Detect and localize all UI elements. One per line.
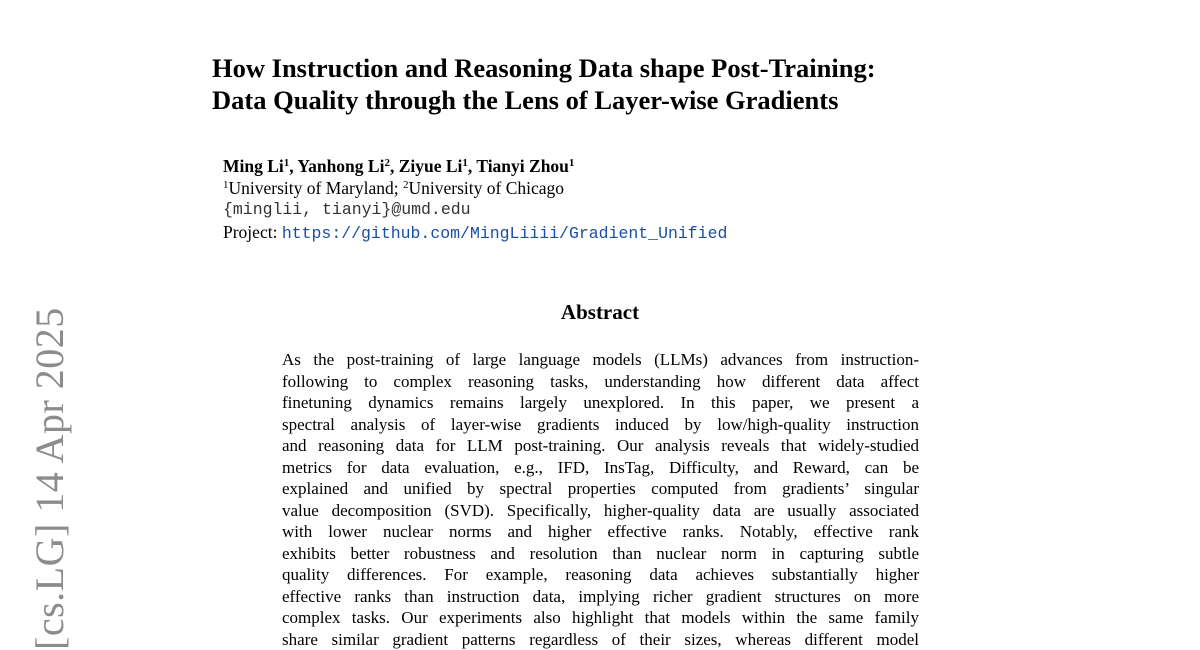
affil-mark: 1 bbox=[223, 179, 229, 191]
abstract-line: effective ranks than instruction data, implying richer gradient structures on more bbox=[282, 586, 919, 608]
abstract-text bbox=[282, 349, 919, 650]
author-emails: {minglii, tianyi}@umd.edu bbox=[223, 199, 1023, 221]
abstract-line: quality differences. For example, reasoning data achieves substantially higher bbox=[282, 564, 919, 586]
author-name: Ming Li bbox=[223, 156, 284, 176]
author-list bbox=[223, 155, 1023, 177]
title-line: Data Quality through the Lens of Layer-wise Gradients bbox=[212, 84, 1012, 116]
abstract-line: and reasoning data for LLM post-training. Our analysis reveals that widely-studied bbox=[282, 435, 919, 457]
affiliation-name: University of Maryland bbox=[229, 178, 394, 198]
abstract-line: spectral analysis of layer-wise gradients induced by low/high-quality instruction bbox=[282, 414, 919, 436]
title-line: How Instruction and Reasoning Data shape Post-Training: bbox=[212, 52, 1012, 84]
author-affil-mark: 1 bbox=[284, 157, 290, 169]
author-name: Tianyi Zhou bbox=[476, 156, 569, 176]
abstract-line: complex tasks. Our experiments also highlight that models within the same family bbox=[282, 607, 919, 629]
author-affil-mark: 1 bbox=[569, 157, 575, 169]
project-link[interactable]: https://github.com/MingLiiii/Gradient_Unified bbox=[282, 224, 728, 243]
author-block bbox=[223, 155, 1023, 245]
abstract-heading: Abstract bbox=[0, 300, 1200, 325]
affiliations bbox=[223, 177, 1023, 199]
author-affil-mark: 1 bbox=[462, 157, 468, 169]
abstract-line: metrics for data evaluation, e.g., IFD, InsTag, Difficulty, and Reward, can be bbox=[282, 457, 919, 479]
abstract-line: value decomposition (SVD). Specifically, higher-quality data are usually associated bbox=[282, 500, 919, 522]
affil-mark: 2 bbox=[403, 179, 409, 191]
author-name: Ziyue Li bbox=[399, 156, 463, 176]
abstract-line: finetuning dynamics remains largely unexplored. In this paper, we present a bbox=[282, 392, 919, 414]
abstract-line: exhibits better robustness and resolution than nuclear norm in capturing subtle bbox=[282, 543, 919, 565]
author-name: Yanhong Li bbox=[297, 156, 384, 176]
author-separator: , bbox=[289, 156, 297, 176]
author-separator: , bbox=[390, 156, 399, 176]
project-label: Project: bbox=[223, 222, 282, 242]
abstract-line: share similar gradient patterns regardless of their sizes, whereas different model bbox=[282, 629, 919, 650]
abstract-line: As the post-training of large language models (LLMs) advances from instruction- bbox=[282, 349, 919, 371]
project-line bbox=[223, 221, 1023, 245]
abstract-line: with lower nuclear norms and higher effective ranks. Notably, effective rank bbox=[282, 521, 919, 543]
abstract-line: following to complex reasoning tasks, understanding how different data affect bbox=[282, 371, 919, 393]
abstract-line: explained and unified by spectral properties computed from gradients’ singular bbox=[282, 478, 919, 500]
author-affil-mark: 2 bbox=[384, 157, 390, 169]
paper-title bbox=[212, 52, 1012, 116]
affiliation-separator: ; bbox=[394, 178, 403, 198]
arxiv-stamp: [cs.LG] 14 Apr 2025 bbox=[26, 307, 73, 650]
affiliation-name: University of Chicago bbox=[409, 178, 565, 198]
author-separator: , bbox=[468, 156, 476, 176]
